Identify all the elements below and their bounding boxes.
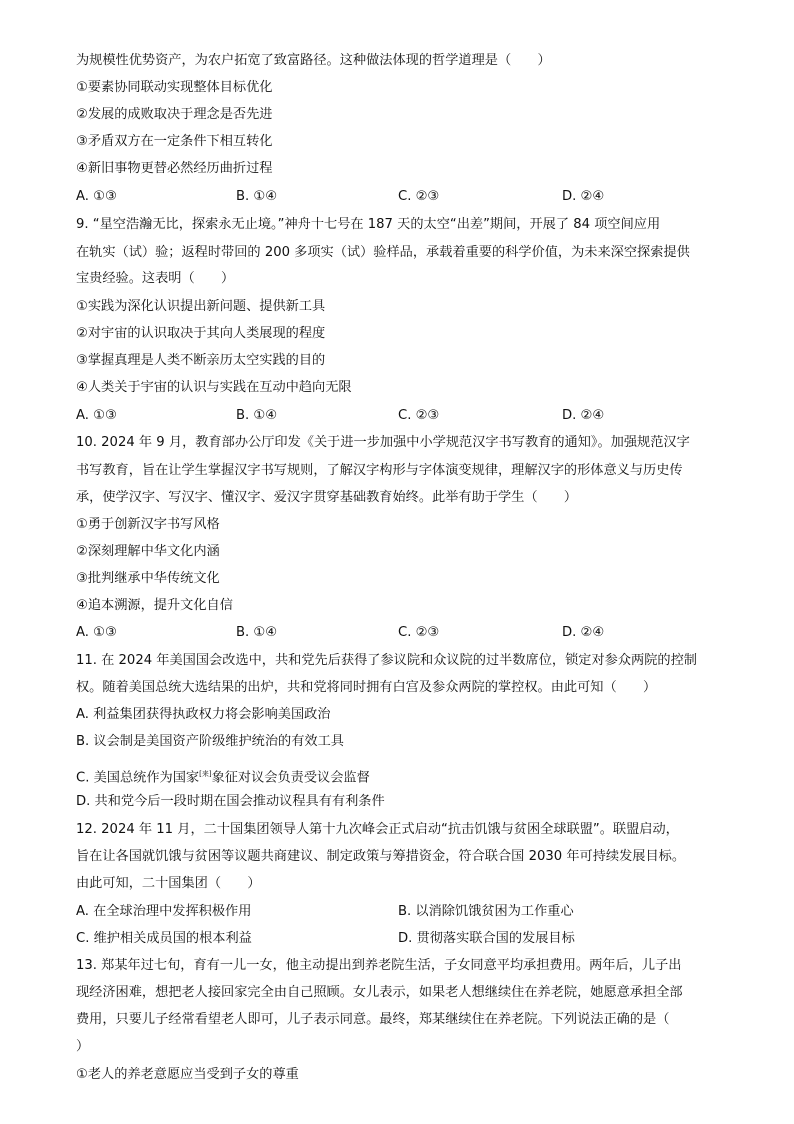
q11-option-d: D. 共和党今后一段时期在国会推动议程具有有利条件 <box>76 794 385 809</box>
q11-stem-2: 权。随着美国总统大选结果的出炉，共和党将同时拥有白宫及参众两院的掌控权。由此可知（ ） <box>76 680 657 695</box>
q8-option-a: A. ①③ <box>76 189 117 204</box>
watermark-mark: [来] <box>199 770 212 778</box>
q11-option-c-part2: 象征对议会负责受议会监督 <box>211 770 370 786</box>
q11-stem-1: 11. 在 2024 年美国国会改选中，共和党先后获得了参议院和众议院的过半数席位，锁定对参众两院的控制 <box>76 653 697 668</box>
q10-stem-2: 书写教育，旨在让学生掌握汉字书写规则，了解汉字构形与字体演变规律，理解汉字的形体意义与历史传 <box>76 463 683 478</box>
q8-statement-4: ④新旧事物更替必然经历曲折过程 <box>76 161 273 176</box>
q10-option-d: D. ②④ <box>562 625 605 640</box>
q8-option-d: D. ②④ <box>562 189 605 204</box>
q12-stem-2: 旨在让各国就饥饿与贫困等议题共商建议、制定政策与筹措资金，符合联合国 2030 年可持续发展目标。 <box>76 849 686 864</box>
q9-option-a: A. ①③ <box>76 408 117 423</box>
q10-stem-1: 10. 2024 年 9 月，教育部办公厅印发《关于进一步加强中小学规范汉字书写教育的通知》。加强规范汉字 <box>76 435 690 450</box>
q9-statement-1: ①实践为深化认识提出新问题、提供新工具 <box>76 299 326 314</box>
q9-option-d: D. ②④ <box>562 408 605 423</box>
q13-stem-2: 现经济困难，想把老人接回家完全由自己照顾。女儿表示，如果老人想继续住在养老院，她愿意承担全部 <box>76 985 683 1000</box>
q9-statement-3: ③掌握真理是人类不断亲历太空实践的目的 <box>76 353 326 368</box>
q10-statement-2: ②深刻理解中华文化内涵 <box>76 544 220 559</box>
q10-option-c: C. ②③ <box>398 625 440 640</box>
q9-stem-1: 9. “星空浩瀚无比，探索永无止境。”神舟十七号在 187 天的太空“出差”期间，开展了 84 项空间应用 <box>76 217 661 232</box>
q12-options-row-1 <box>76 899 736 925</box>
q13-stem-1: 13. 郑某年过七旬，育有一儿一女，他主动提出到养老院生活，子女同意平均承担费用。两年后，儿子出 <box>76 958 682 973</box>
q12-option-b: B. 以消除饥饿贫困为工作重心 <box>398 904 574 919</box>
q13-stem-3: 费用，只要儿子经常看望老人即可，儿子表示同意。最终，郑某继续住在养老院。下列说法正确的是（ <box>76 1012 670 1027</box>
q9-option-b: B. ①④ <box>236 408 278 423</box>
q12-stem-3: 由此可知，二十国集团（ ） <box>76 876 261 891</box>
q8-options <box>76 184 736 210</box>
q8-statement-2: ②发展的成败取决于理念是否先进 <box>76 107 273 122</box>
q12-options-row-2 <box>76 926 736 952</box>
q10-statement-3: ③批判继承中华传统文化 <box>76 571 220 586</box>
q10-option-b: B. ①④ <box>236 625 278 640</box>
q8-option-b: B. ①④ <box>236 189 278 204</box>
q9-option-c: C. ②③ <box>398 408 440 423</box>
q12-option-a: A. 在全球治理中发挥积极作用 <box>76 904 252 919</box>
q8-statement-3: ③矛盾双方在一定条件下相互转化 <box>76 134 273 149</box>
q8-statement-1: ①要素协同联动实现整体目标优化 <box>76 80 273 95</box>
q10-stem-3: 承，使学汉字、写汉字、懂汉字、爱汉字贯穿基础教育始终。此举有助于学生（ ） <box>76 490 578 505</box>
q8-stem-tail: 为规模性优势资产，为农户拓宽了致富路径。这种做法体现的哲学道理是（ ） <box>76 53 551 68</box>
q9-stem-2: 在轨实（试）验；返程时带回的 200 多项实（试）验样品，承载着重要的科学价值，为未来深空探索提供 <box>76 245 690 260</box>
q8-option-c: C. ②③ <box>398 189 440 204</box>
q10-option-a: A. ①③ <box>76 625 117 640</box>
q12-option-c: C. 维护相关成员国的根本利益 <box>76 931 252 946</box>
q12-stem-1: 12. 2024 年 11 月，二十国集团领导人第十九次峰会正式启动“抗击饥饿与贫困全球联盟”。联盟启动， <box>76 822 679 837</box>
q10-statement-4: ④追本溯源，提升文化自信 <box>76 598 233 613</box>
q13-stem-4: ） <box>76 1039 90 1054</box>
q9-statement-2: ②对宇宙的认识取决于其向人类展现的程度 <box>76 326 326 341</box>
q9-statement-4: ④人类关于宇宙的认识与实践在互动中趋向无限 <box>76 380 352 395</box>
q10-options <box>76 620 736 646</box>
q9-stem-3: 宝贵经验。这表明（ ） <box>76 271 235 286</box>
q11-option-b: B. 议会制是美国资产阶级维护统治的有效工具 <box>76 734 344 749</box>
q9-options <box>76 403 736 429</box>
q13-statement-1: ①老人的养老意愿应当受到子女的尊重 <box>76 1067 299 1082</box>
q11-option-c-part1: C. 美国总统作为国家 <box>76 770 200 786</box>
q11-option-a: A. 利益集团获得执政权力将会影响美国政治 <box>76 707 331 722</box>
q11-option-c <box>76 761 736 787</box>
q12-option-d: D. 贯彻落实联合国的发展目标 <box>398 931 575 946</box>
q10-statement-1: ①勇于创新汉字书写风格 <box>76 517 220 532</box>
